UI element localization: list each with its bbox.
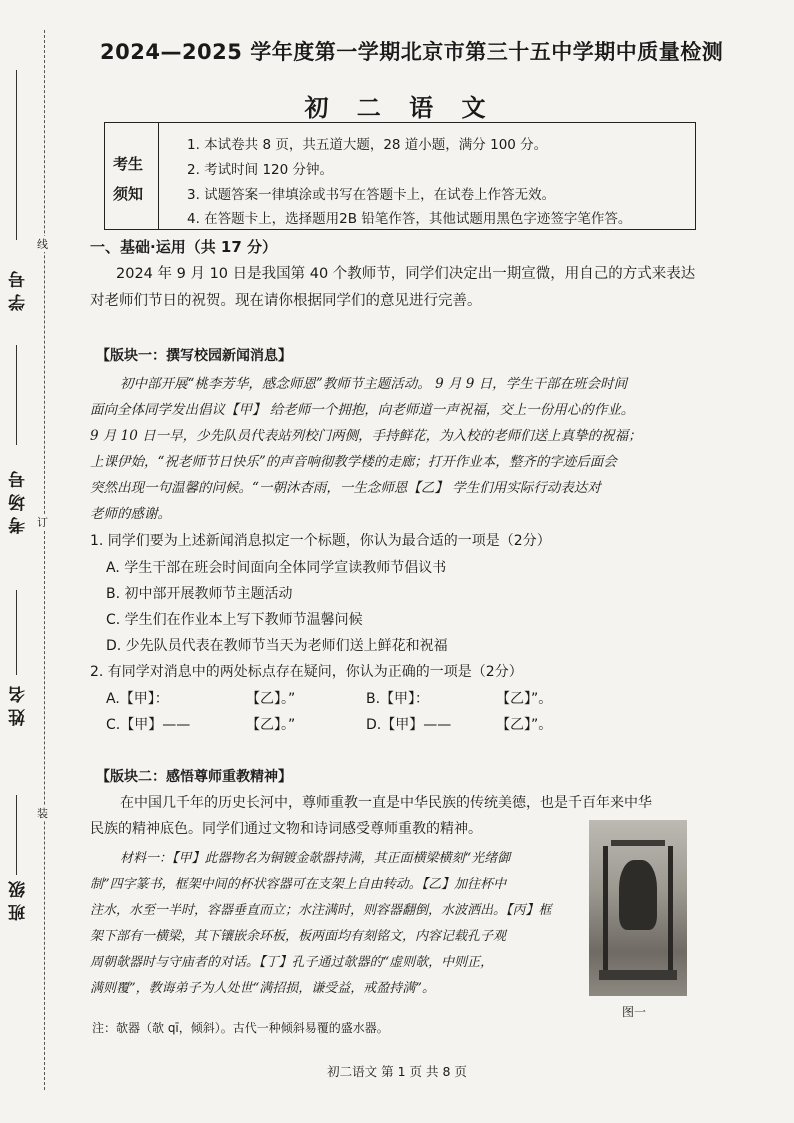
- block2-intro-line: 在中国几千年的历史长河中，尊师重教一直是中华民族的传统美德，也是千百年来中华: [120, 795, 652, 811]
- question-2-option-d: D.【甲】——: [366, 717, 452, 733]
- page-footer: 初二语文 第 1 页 共 8 页: [327, 1064, 467, 1079]
- student-no-line: [16, 70, 17, 240]
- material-line: 材料一：【甲】此器物名为铜镀金欹器持满，其正面横梁横刻“光绪御: [120, 851, 511, 866]
- subject-title: 初 二 语 文: [304, 94, 496, 122]
- question-1-stem: 1. 同学们要为上述新闻消息拟定一个标题，你认为最合适的一项是（2分）: [90, 533, 551, 549]
- intro-line: 2024 年 9 月 10 日是我国第 40 个教师节，同学们决定出一期宣微，用自己的方式来表达: [116, 266, 696, 282]
- artifact-vessel: [619, 860, 657, 930]
- footnote: 注：欹器（欹 qī，倾斜）。古代一种倾斜易覆的盛水器。: [92, 1021, 389, 1035]
- notice-item: 4. 在答题卡上，选择题用2B 铅笔作答，其他试题用黑色字迹签字笔作答。: [187, 211, 632, 227]
- question-2-option-b: B.【甲】：: [366, 691, 430, 707]
- binding-mark-bind: 装: [37, 807, 48, 820]
- notice-item: 1. 本试卷共 8 页，共五道大题，28 道小题，满分 100 分。: [187, 137, 548, 153]
- binding-mark-line: 线: [37, 238, 48, 251]
- class-line: [16, 795, 17, 875]
- news-line: 初中部开展“桃李芳华，感念师恩”教师节主题活动。 9 月 9 日，学生干部在班会时间: [120, 376, 628, 392]
- notice-head-line2: 须知: [113, 185, 144, 203]
- notice-item: 2. 考试时间 120 分钟。: [187, 162, 334, 178]
- news-line: 9 月 10 日一早，少先队员代表站列校门两侧，手持鲜花，为入校的老师们送上真挚的祝福；: [90, 428, 642, 444]
- class-label: 班级: [9, 875, 29, 921]
- name-label: 姓名: [9, 680, 29, 726]
- news-line: 上课伊始，“祝老师节日快乐”的声音响彻教学楼的走廊；打开作业本，整齐的字迹后面会: [90, 454, 617, 470]
- question-2-option-d-part2: 【乙】”。: [496, 717, 553, 733]
- question-2-stem: 2. 有同学对消息中的两处标点存在疑问，你认为正确的一项是（2分）: [90, 664, 523, 680]
- exam-room-label: 考场号: [9, 465, 29, 534]
- artifact-frame-left: [603, 846, 608, 970]
- question-1-option-c: C. 学生们在作业本上写下教师节温馨问候: [106, 612, 363, 628]
- notice-head: [105, 123, 159, 229]
- intro-line: 对老师们节日的祝贺。现在请你根据同学们的意见进行完善。: [90, 293, 482, 309]
- notice-head-line1: 考生: [113, 155, 144, 173]
- notice-item: 3. 试题答案一律填涂或书写在答题卡上，在试卷上作答无效。: [187, 187, 556, 203]
- news-line: 面向全体同学发出倡议【甲】 给老师一个拥抱，向老师道一声祝福，交上一份用心的作业。: [90, 402, 635, 418]
- artifact-base: [599, 970, 677, 980]
- artifact-photo: [589, 820, 687, 996]
- question-1-option-d: D. 少先队员代表在教师节当天为老师们送上鲜花和祝福: [106, 638, 448, 654]
- name-line: [16, 590, 17, 675]
- artifact-beam: [611, 840, 665, 846]
- question-2-option-a-part2: 【乙】。”: [246, 691, 296, 707]
- question-1-option-a: A. 学生干部在班会时间面向全体同学宣读教师节倡议书: [106, 560, 447, 576]
- block1-title: 【版块一：撰写校园新闻消息】: [96, 348, 292, 364]
- student-no-label: 学号: [9, 265, 29, 311]
- exam-notice-box: [104, 122, 696, 230]
- material-line: 注水，水至一半时，容器垂直而立；水注满时，则容器翻倒，水波洒出。【丙】框: [90, 903, 552, 918]
- material-line: 满则覆”，教诲弟子为人处世“满招损，谦受益，戒盈持满”。: [90, 981, 435, 996]
- exam-room-line: [16, 345, 17, 445]
- news-line: 突然出现一句温馨的问候。“一朝沐杏雨，一生念师恩【乙】 学生们用实际行动表达对: [90, 480, 601, 496]
- block2-title: 【版块二：感悟尊师重教精神】: [96, 769, 292, 785]
- news-line: 老师的感谢。: [90, 506, 171, 522]
- material-line: 周朝欹器时与守庙者的对话。【丁】孔子通过欹器的“虚则欹，中则正，: [90, 955, 494, 970]
- question-2-option-c: C.【甲】——: [106, 717, 191, 733]
- exam-title: 2024—2025 学年度第一学期北京市第三十五中学期中质量检测: [100, 40, 724, 64]
- block2-intro-line: 民族的精神底色。同学们通过文物和诗词感受尊师重教的精神。: [90, 821, 482, 837]
- section-heading: 一、基础·运用（共 17 分）: [90, 238, 278, 256]
- figure-caption: 图一: [622, 1005, 647, 1019]
- question-2-option-c-part2: 【乙】。”: [246, 717, 296, 733]
- artifact-frame-right: [668, 846, 673, 970]
- question-2-option-a: A.【甲】：: [106, 691, 169, 707]
- material-line: 制”四字篆书，框架中间的杯状容器可在支架上自由转动。【乙】加往杯中: [90, 877, 507, 892]
- question-1-option-b: B. 初中部开展教师节主题活动: [106, 586, 293, 602]
- binding-line: [44, 30, 45, 1090]
- binding-mark-order: 订: [37, 516, 48, 529]
- material-line: 架下部有一横梁，其下镶嵌余环板，板两面均有刻铭文，内容记载孔子观: [90, 929, 507, 944]
- question-2-option-b-part2: 【乙】”。: [496, 691, 553, 707]
